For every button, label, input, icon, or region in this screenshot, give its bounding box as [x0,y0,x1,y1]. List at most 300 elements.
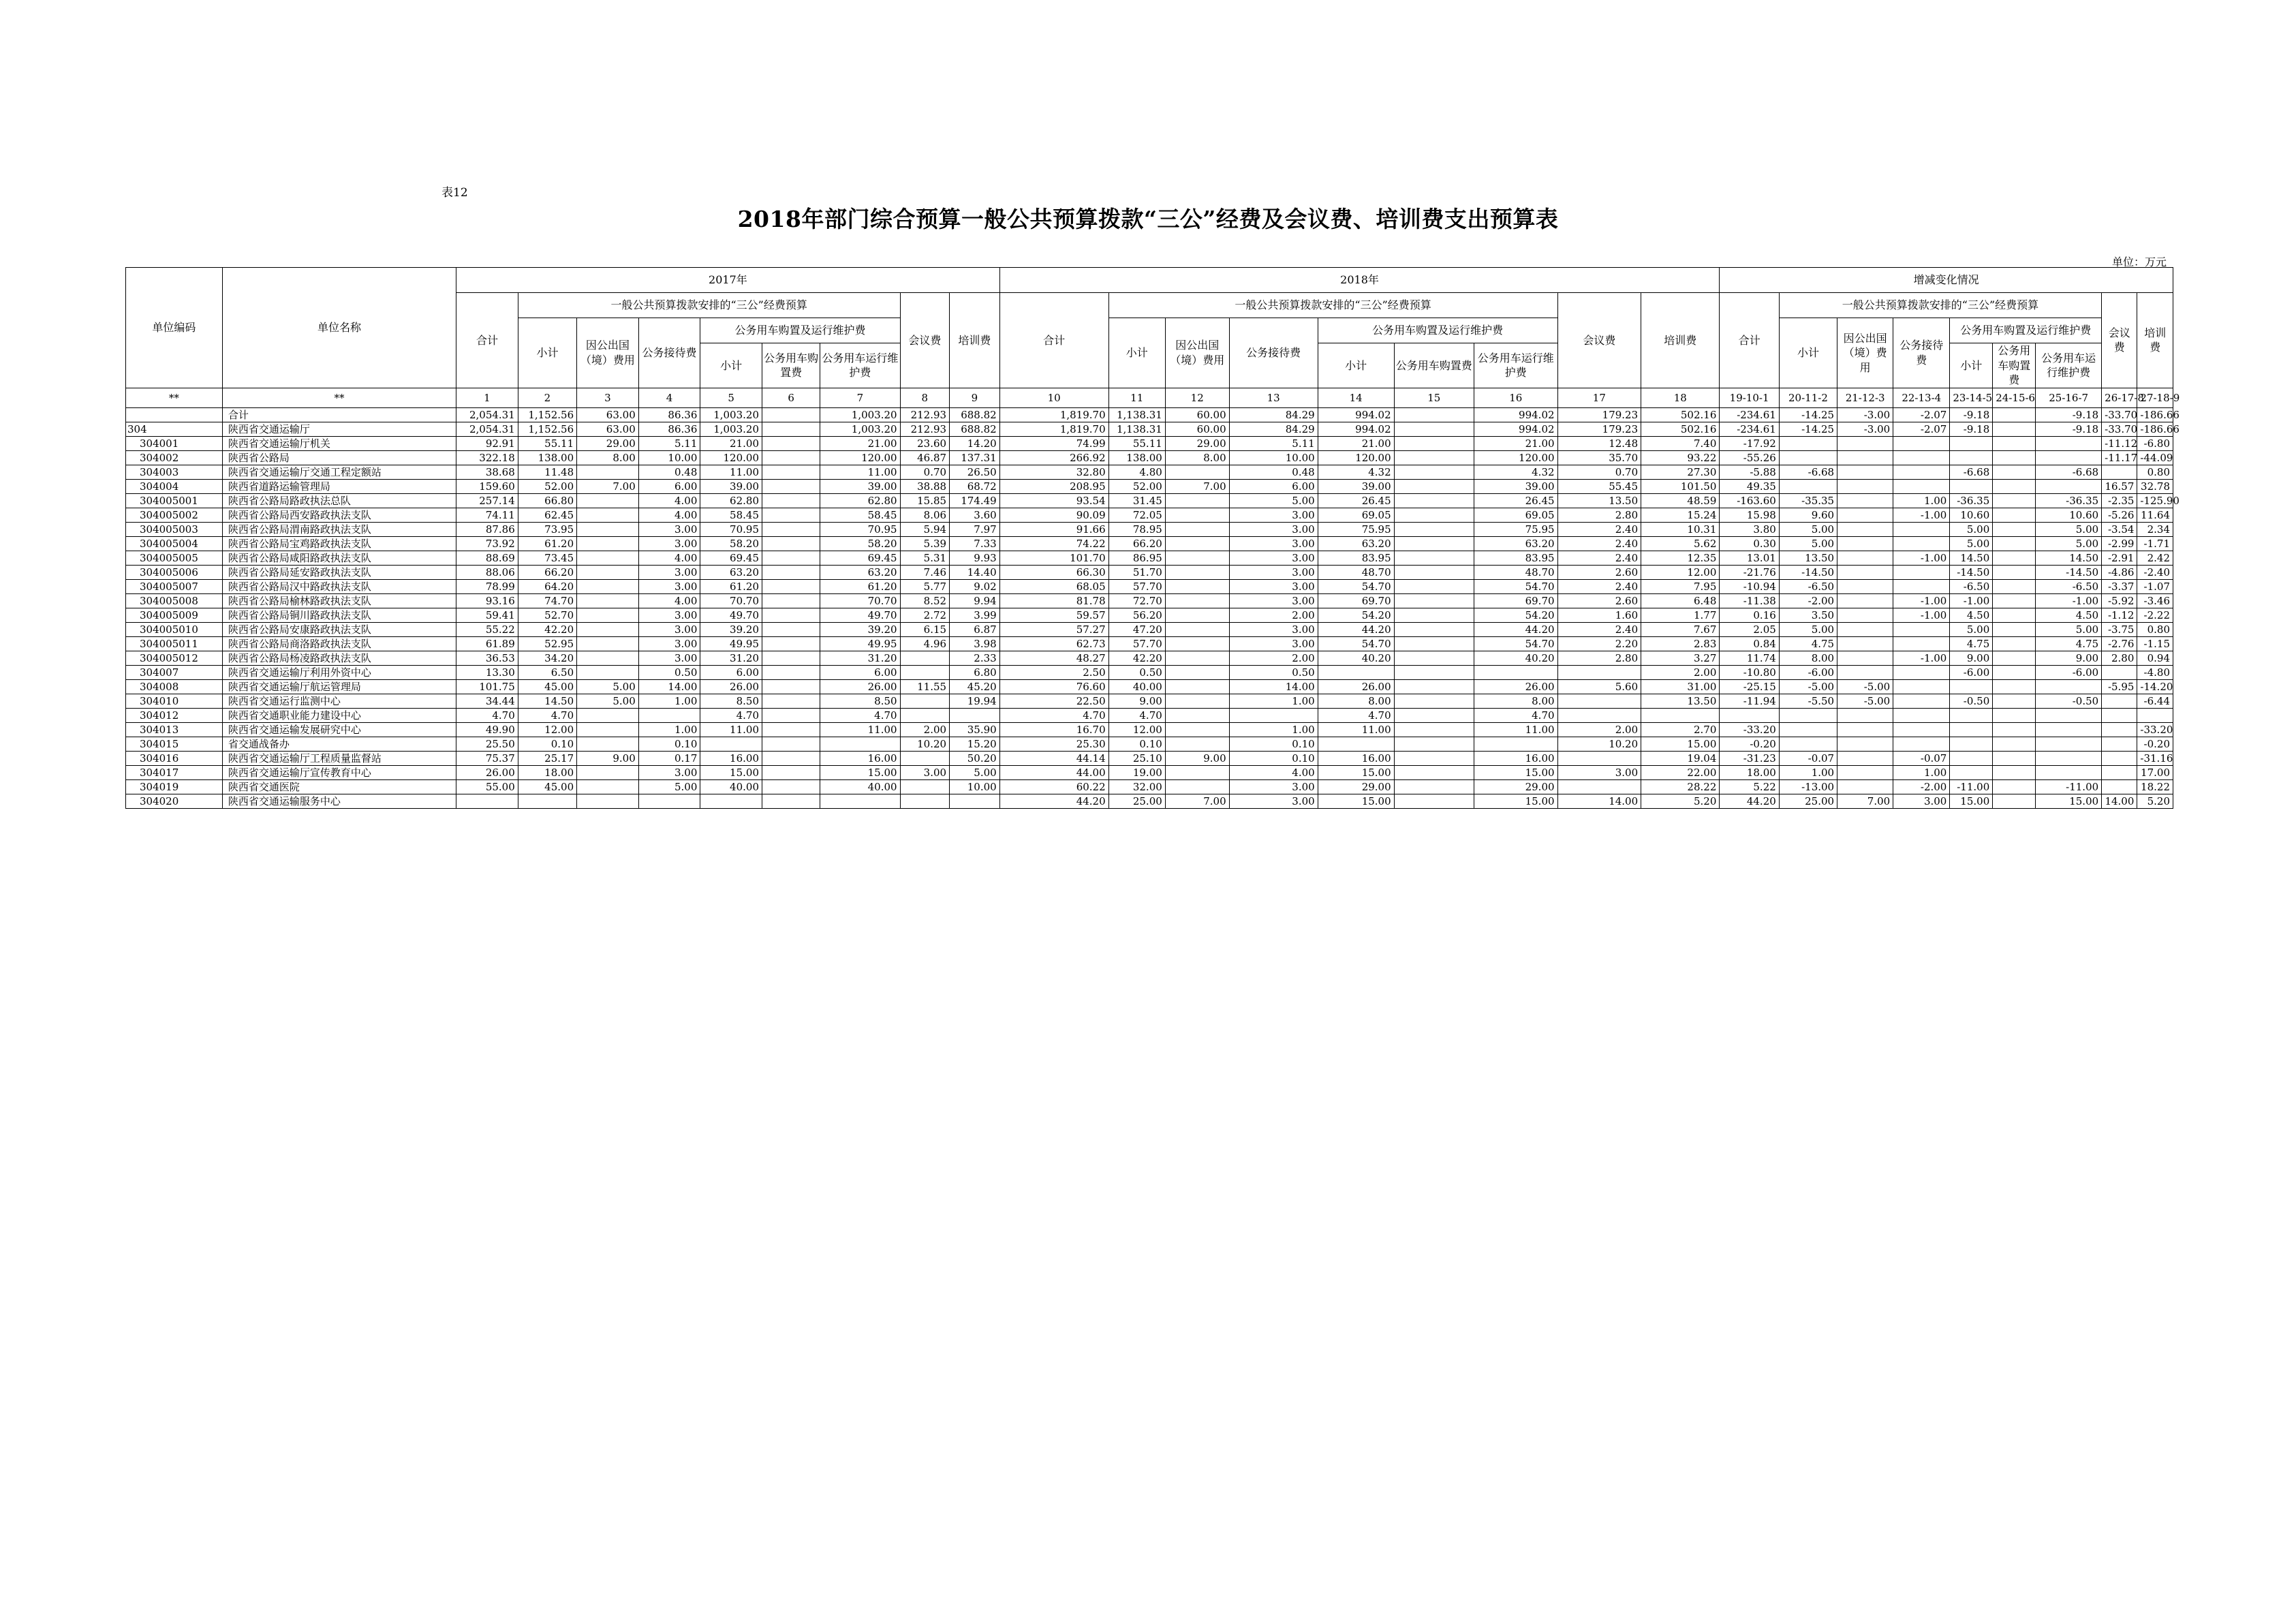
value-cell [900,665,950,679]
value-cell: 16.00 [820,751,900,765]
value-cell: 8.00 [1165,450,1229,465]
value-cell: 4.50 [1950,608,1993,622]
value-cell: -5.92 [2102,593,2137,608]
value-cell: 101.70 [999,551,1108,565]
value-cell: 4.80 [1108,465,1165,479]
value-cell: 11.00 [700,465,762,479]
value-cell [2102,779,2137,794]
value-cell: 70.95 [700,522,762,536]
unit-code-cell: 304005008 [126,593,223,608]
value-cell [2137,708,2173,722]
value-cell [1837,579,1893,593]
value-cell [1950,479,1993,493]
value-cell: 63.00 [577,422,639,436]
header-meeting-2018: 会议费 [1557,293,1641,388]
value-cell: 69.45 [700,551,762,565]
value-cell: 25.00 [1108,794,1165,808]
value-cell: 0.50 [638,665,700,679]
value-cell: 16.70 [999,722,1108,737]
value-cell: 3.50 [1779,608,1837,622]
value-cell: 22.50 [999,694,1108,708]
index-cell: 6 [762,388,820,407]
value-cell: 52.00 [518,479,576,493]
value-cell: 3.60 [950,508,1000,522]
value-cell: 5.00 [1950,622,1993,636]
value-cell: 2.00 [1229,608,1318,622]
value-cell: 90.09 [999,508,1108,522]
value-cell: 502.16 [1641,422,1720,436]
value-cell [762,551,820,565]
value-cell: 15.00 [1318,794,1394,808]
header-subtotal-2017: 小计 [518,318,576,388]
value-cell: 2.40 [1557,551,1641,565]
value-cell [762,708,820,722]
value-cell: 70.70 [820,593,900,608]
value-cell [1837,508,1893,522]
unit-name-cell: 陕西省交通运输厅 [222,422,456,436]
value-cell: 2.80 [1557,508,1641,522]
value-cell [1394,722,1474,737]
value-cell: 14.00 [1229,679,1318,694]
value-cell: 31.45 [1108,493,1165,508]
unit-code-cell: 304005011 [126,636,223,651]
value-cell: 2.40 [1557,522,1641,536]
value-cell [900,779,950,794]
value-cell [577,636,639,651]
value-cell [1950,737,1993,751]
header-vehicle-subtotal-change: 小计 [1950,343,1993,388]
value-cell: -6.50 [1950,579,1993,593]
value-cell: -9.18 [1950,422,1993,436]
value-cell: 0.10 [638,737,700,751]
value-cell: 2.70 [1641,722,1720,737]
value-cell: 29.00 [1318,779,1394,794]
unit-code-cell: 304005007 [126,579,223,593]
value-cell: 2.40 [1557,579,1641,593]
value-cell [762,665,820,679]
value-cell: 8.06 [900,508,950,522]
value-cell [1165,536,1229,551]
value-cell [1893,436,1950,450]
value-cell [1165,665,1229,679]
unit-name-cell: 陕西省公路局路政执法总队 [222,493,456,508]
value-cell [1993,465,2036,479]
value-cell: 26.45 [1318,493,1394,508]
value-cell: 5.39 [900,536,950,551]
value-cell [1993,636,2036,651]
value-cell: 1,003.20 [700,407,762,422]
value-cell: 39.00 [1318,479,1394,493]
value-cell [1394,407,1474,422]
header-vehicle-operation-2018: 公务用车运行维护费 [1474,343,1557,388]
value-cell [1893,565,1950,579]
value-cell: 49.35 [1720,479,1779,493]
value-cell: -2.76 [2102,636,2137,651]
value-cell [1893,622,1950,636]
value-cell: -9.18 [2036,422,2102,436]
value-cell: 6.80 [950,665,1000,679]
value-cell: 120.00 [820,450,900,465]
value-cell [1720,708,1779,722]
value-cell: -6.68 [1779,465,1837,479]
value-cell: -3.00 [1837,422,1893,436]
value-cell: -33.20 [2137,722,2173,737]
value-cell [1993,450,2036,465]
value-cell: -2.00 [1779,593,1837,608]
value-cell: 19.00 [1108,765,1165,779]
value-cell: 5.00 [2036,522,2102,536]
value-cell: 5.00 [2036,536,2102,551]
value-cell: 212.93 [900,407,950,422]
value-cell: 0.48 [1229,465,1318,479]
value-cell: 39.20 [700,622,762,636]
value-cell: 15.20 [950,737,1000,751]
value-cell [1837,593,1893,608]
table-row [126,522,2173,536]
value-cell: 12.35 [1641,551,1720,565]
value-cell: 15.98 [1720,508,1779,522]
value-cell: 322.18 [456,450,518,465]
value-cell: -55.26 [1720,450,1779,465]
value-cell: 8.00 [577,450,639,465]
value-cell [577,465,639,479]
value-cell [762,779,820,794]
value-cell: -6.00 [1779,665,1837,679]
value-cell: 6.50 [518,665,576,679]
value-cell [700,737,762,751]
value-cell [1165,651,1229,665]
value-cell [1993,751,2036,765]
value-cell: 54.20 [1474,608,1557,622]
value-cell [1837,665,1893,679]
value-cell [1837,493,1893,508]
value-cell: 3.00 [638,622,700,636]
value-cell: 22.00 [1641,765,1720,779]
value-cell [1950,436,1993,450]
value-cell [1165,636,1229,651]
value-cell [1779,708,1837,722]
value-cell: 42.20 [1108,651,1165,665]
value-cell [577,722,639,737]
value-cell: 0.16 [1720,608,1779,622]
value-cell: 5.00 [638,779,700,794]
value-cell: 93.54 [999,493,1108,508]
value-cell: 25.50 [456,737,518,751]
value-cell: 57.27 [999,622,1108,636]
value-cell [577,508,639,522]
value-cell: 9.93 [950,551,1000,565]
value-cell: 54.70 [1318,579,1394,593]
value-cell: 4.00 [638,493,700,508]
value-cell: -6.44 [2137,694,2173,708]
value-cell: 9.00 [1950,651,1993,665]
value-cell: 688.82 [950,407,1000,422]
value-cell: 5.00 [2036,622,2102,636]
value-cell: 3.27 [1641,651,1720,665]
value-cell [2036,737,2102,751]
value-cell: 5.11 [638,436,700,450]
value-cell: -3.00 [1837,407,1893,422]
value-cell: 13.01 [1720,551,1779,565]
value-cell: 4.70 [820,708,900,722]
value-cell: 84.29 [1229,422,1318,436]
value-cell: 0.80 [2137,465,2173,479]
value-cell: 44.20 [999,794,1108,808]
value-cell: 45.20 [950,679,1000,694]
header-year-2017: 2017年 [456,268,1000,293]
value-cell: -2.35 [2102,493,2137,508]
value-cell: 3.00 [638,608,700,622]
value-cell: 61.89 [456,636,518,651]
value-cell [1394,436,1474,450]
value-cell: 25.00 [1779,794,1837,808]
value-cell [1165,579,1229,593]
value-cell: 58.20 [700,536,762,551]
value-cell: 12.00 [1108,722,1165,737]
value-cell [2102,465,2137,479]
value-cell [577,737,639,751]
value-cell: 8.00 [1318,694,1394,708]
value-cell: 21.00 [1474,436,1557,450]
unit-name-cell: 陕西省交通运行监测中心 [222,694,456,708]
value-cell: 46.87 [900,450,950,465]
value-cell: 32.80 [999,465,1108,479]
value-cell: 83.95 [1318,551,1394,565]
value-cell: -33.70 [2102,422,2137,436]
value-cell: 40.20 [1318,651,1394,665]
value-cell: 73.45 [518,551,576,565]
value-cell: 50.20 [950,751,1000,765]
value-cell [762,436,820,450]
value-cell [762,794,820,808]
value-cell [1837,536,1893,551]
table-row [126,593,2173,608]
value-cell: 39.20 [820,622,900,636]
value-cell: -2.07 [1893,422,1950,436]
value-cell: 3.00 [1229,508,1318,522]
unit-code-cell: 304017 [126,765,223,779]
value-cell: -9.18 [2036,407,2102,422]
value-cell [1394,565,1474,579]
index-cell: 15 [1394,388,1474,407]
value-cell [1394,779,1474,794]
value-cell: -14.50 [2036,565,2102,579]
header-vehicle-purchase-2018: 公务用车购置费 [1394,343,1474,388]
value-cell: 13.30 [456,665,518,679]
value-cell: 266.92 [999,450,1108,465]
value-cell: 18.22 [2137,779,2173,794]
value-cell: 51.70 [1108,565,1165,579]
index-cell: 5 [700,388,762,407]
value-cell: 2.83 [1641,636,1720,651]
value-cell: 3.00 [1229,622,1318,636]
value-cell [1394,665,1474,679]
value-cell: 5.11 [1229,436,1318,450]
unit-code-cell: 304005010 [126,622,223,636]
value-cell: 2.05 [1720,622,1779,636]
value-cell: 19.04 [1641,751,1720,765]
value-cell: 15.00 [1318,765,1394,779]
table-body [126,407,2179,808]
value-cell: 7.95 [1641,579,1720,593]
value-cell [762,508,820,522]
value-cell [1837,450,1893,465]
value-cell: 44.20 [1720,794,1779,808]
table-row [126,737,2173,751]
value-cell: 5.20 [2137,794,2173,808]
budget-table [125,267,2180,809]
value-cell: 3.00 [1893,794,1950,808]
value-cell: 16.00 [1318,751,1394,765]
value-cell: 57.70 [1108,579,1165,593]
value-cell: 11.64 [2137,508,2173,522]
value-cell: 56.20 [1108,608,1165,622]
value-cell [1893,636,1950,651]
unit-code-cell: 304005003 [126,522,223,536]
value-cell: 87.86 [456,522,518,536]
value-cell [700,794,762,808]
value-cell: 3.00 [1229,551,1318,565]
value-cell [1993,493,2036,508]
value-cell [1993,737,2036,751]
value-cell: 0.10 [518,737,576,751]
value-cell [1950,722,1993,737]
value-cell: -234.61 [1720,422,1779,436]
header-vehicle-purchase-change: 公务用车购置费 [1993,343,2036,388]
value-cell: 2.40 [1557,536,1641,551]
value-cell: 40.20 [1474,651,1557,665]
value-cell: 81.78 [999,593,1108,608]
value-cell [2036,479,2102,493]
value-cell: 72.70 [1108,593,1165,608]
value-cell: 74.22 [999,536,1108,551]
value-cell [1993,436,2036,450]
table-row [126,694,2173,708]
value-cell: -17.92 [1720,436,1779,450]
value-cell: -11.00 [1950,779,1993,794]
value-cell [577,522,639,536]
value-cell: 5.00 [1779,522,1837,536]
index-cell: 21-12-3 [1837,388,1893,407]
table-row [126,679,2173,694]
value-cell: 26.45 [1474,493,1557,508]
value-cell: -5.00 [1837,694,1893,708]
value-cell: -11.94 [1720,694,1779,708]
value-cell [1165,622,1229,636]
value-cell: 137.31 [950,450,1000,465]
value-cell [1837,465,1893,479]
value-cell: 25.17 [518,751,576,765]
value-cell: 52.95 [518,636,576,651]
value-cell: 0.10 [1108,737,1165,751]
value-cell: 0.94 [2137,651,2173,665]
value-cell: -0.50 [1950,694,1993,708]
value-cell: 66.80 [518,493,576,508]
value-cell: 16.00 [1474,751,1557,765]
value-cell: 1,819.70 [999,407,1108,422]
header-sangong-change: 一般公共预算拨款安排的“三公”经费预算 [1779,293,2101,318]
value-cell: 69.05 [1318,508,1394,522]
sheet-number: 表12 [441,186,468,200]
value-cell: -1.07 [2137,579,2173,593]
unit-name-cell: 陕西省交通医院 [222,779,456,794]
value-cell: 3.00 [1229,579,1318,593]
value-cell [1165,722,1229,737]
value-cell: 49.70 [700,608,762,622]
value-cell: 3.00 [638,536,700,551]
value-cell: 1.60 [1557,608,1641,622]
value-cell: 4.70 [1318,708,1394,722]
value-cell [1394,579,1474,593]
index-cell: 2 [518,388,576,407]
value-cell: -6.00 [2036,665,2102,679]
value-cell: -5.00 [1779,679,1837,694]
value-cell [762,651,820,665]
table-row [126,579,2173,593]
value-cell: 60.22 [999,779,1108,794]
value-cell: 5.00 [1779,622,1837,636]
value-cell [1557,779,1641,794]
value-cell: 28.22 [1641,779,1720,794]
value-cell: 5.77 [900,579,950,593]
value-cell [1993,651,2036,665]
value-cell: 86.95 [1108,551,1165,565]
value-cell: -1.00 [1893,608,1950,622]
value-cell: 11.00 [820,722,900,737]
value-cell [1165,465,1229,479]
value-cell: 63.00 [577,407,639,422]
value-cell [638,708,700,722]
unit-name-cell: 陕西省交通运输发展研究中心 [222,722,456,737]
value-cell: 74.99 [999,436,1108,450]
value-cell [577,665,639,679]
value-cell: 23.60 [900,436,950,450]
header-training-change: 培训费 [2137,293,2173,388]
unit-name-cell: 陕西省交通运输厅机关 [222,436,456,450]
table-row [126,479,2173,493]
value-cell: -36.35 [1950,493,1993,508]
value-cell: 1.00 [1893,493,1950,508]
value-cell: 31.00 [1641,679,1720,694]
value-cell: 34.44 [456,694,518,708]
value-cell: 48.70 [1474,565,1557,579]
value-cell [1893,522,1950,536]
value-cell: 63.20 [1474,536,1557,551]
value-cell: -6.80 [2137,436,2173,450]
value-cell [762,622,820,636]
value-cell: 5.00 [577,679,639,694]
value-cell: 55.00 [456,779,518,794]
value-cell [1893,708,1950,722]
value-cell: 92.91 [456,436,518,450]
value-cell: 52.70 [518,608,576,622]
table-row [126,779,2173,794]
value-cell [577,794,639,808]
value-cell [1893,450,1950,465]
value-cell: 54.70 [1474,579,1557,593]
value-cell [1837,779,1893,794]
value-cell: 29.00 [577,436,639,450]
value-cell: -11.12 [2102,436,2137,450]
value-cell [1993,508,2036,522]
value-cell: 7.46 [900,565,950,579]
value-cell: 12.48 [1557,436,1641,450]
header-vehicle-operation-2017: 公务用车运行维护费 [820,343,900,388]
unit-code-cell: 304016 [126,751,223,765]
value-cell: 68.72 [950,479,1000,493]
unit-note: 单位：万元 [2111,256,2167,268]
value-cell: 4.75 [1779,636,1837,651]
